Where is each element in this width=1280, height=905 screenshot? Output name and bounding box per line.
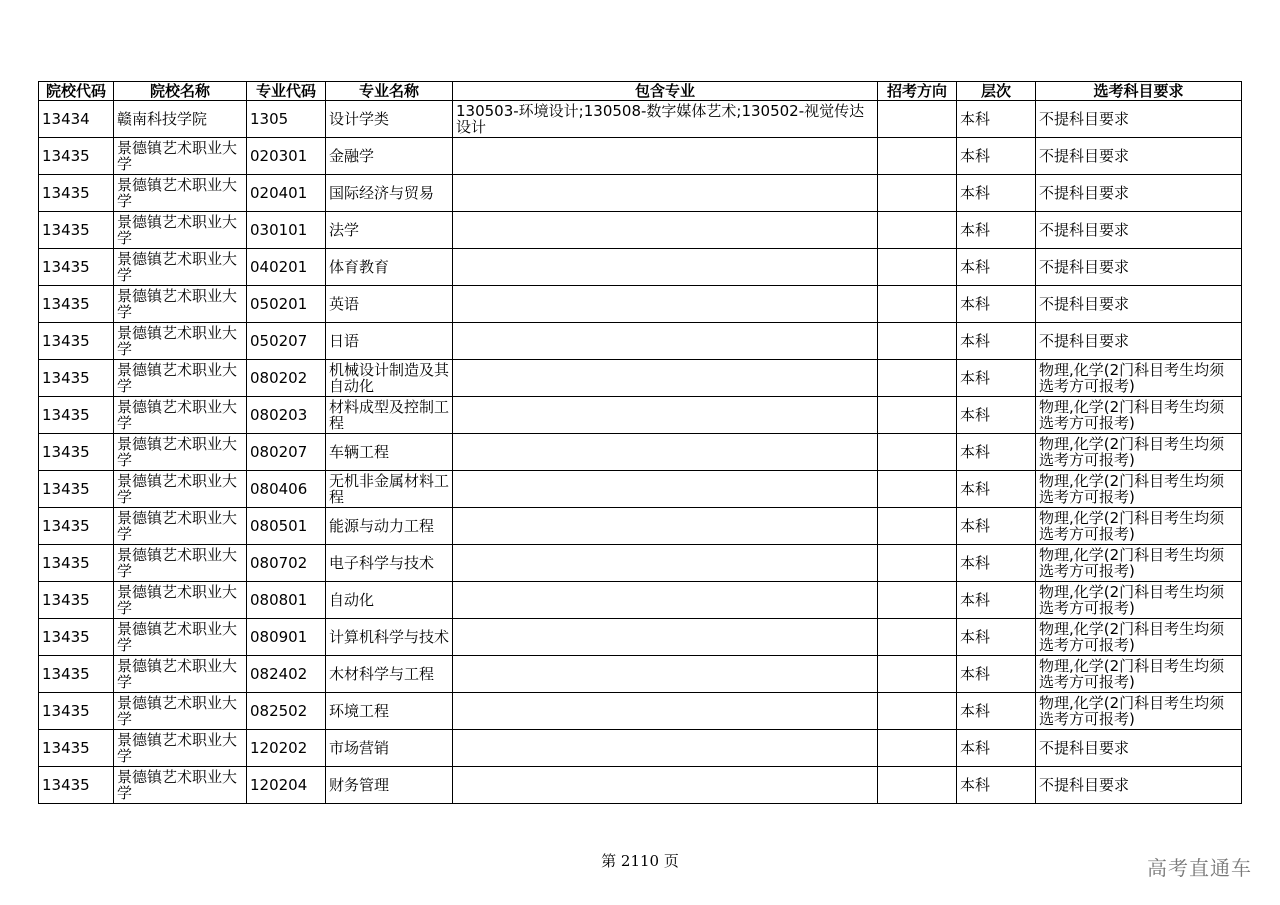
cell-direction (878, 730, 957, 767)
cell-major-name: 金融学 (326, 138, 453, 175)
cell-school-code: 13435 (39, 619, 114, 656)
cell-subject-requirement: 不提科目要求 (1036, 323, 1242, 360)
cell-direction (878, 508, 957, 545)
cell-major-code: 020301 (247, 138, 326, 175)
cell-major-name: 财务管理 (326, 767, 453, 804)
table-row (39, 545, 1242, 582)
table-row (39, 730, 1242, 767)
cell-included-majors (453, 212, 878, 249)
cell-school-code: 13435 (39, 434, 114, 471)
cell-level: 本科 (957, 767, 1036, 804)
cell-direction (878, 619, 957, 656)
cell-subject-requirement: 物理,化学(2门科目考生均须选考方可报考) (1036, 656, 1242, 693)
cell-level: 本科 (957, 619, 1036, 656)
cell-major-code: 082402 (247, 656, 326, 693)
cell-major-code: 040201 (247, 249, 326, 286)
cell-direction (878, 212, 957, 249)
cell-major-name: 车辆工程 (326, 434, 453, 471)
cell-included-majors (453, 323, 878, 360)
cell-level: 本科 (957, 360, 1036, 397)
cell-level: 本科 (957, 323, 1036, 360)
cell-major-code: 080702 (247, 545, 326, 582)
table-row (39, 471, 1242, 508)
cell-subject-requirement: 不提科目要求 (1036, 767, 1242, 804)
cell-major-code: 080207 (247, 434, 326, 471)
cell-included-majors (453, 175, 878, 212)
cell-major-name: 环境工程 (326, 693, 453, 730)
cell-school-name: 赣南科技学院 (114, 101, 247, 138)
cell-level: 本科 (957, 286, 1036, 323)
cell-subject-requirement: 物理,化学(2门科目考生均须选考方可报考) (1036, 693, 1242, 730)
cell-major-code: 080202 (247, 360, 326, 397)
cell-direction (878, 471, 957, 508)
cell-major-code: 080406 (247, 471, 326, 508)
cell-subject-requirement: 物理,化学(2门科目考生均须选考方可报考) (1036, 619, 1242, 656)
cell-school-name: 景德镇艺术职业大学 (114, 471, 247, 508)
cell-school-name: 景德镇艺术职业大学 (114, 249, 247, 286)
table-row (39, 619, 1242, 656)
cell-major-name: 计算机科学与技术 (326, 619, 453, 656)
cell-direction (878, 360, 957, 397)
cell-major-name: 体育教育 (326, 249, 453, 286)
cell-level: 本科 (957, 730, 1036, 767)
cell-school-name: 景德镇艺术职业大学 (114, 212, 247, 249)
cell-included-majors: 130503-环境设计;130508-数字媒体艺术;130502-视觉传达设计 (453, 101, 878, 138)
cell-level: 本科 (957, 249, 1036, 286)
cell-major-name: 机械设计制造及其自动化 (326, 360, 453, 397)
cell-level: 本科 (957, 471, 1036, 508)
cell-included-majors (453, 471, 878, 508)
cell-direction (878, 101, 957, 138)
table-row (39, 656, 1242, 693)
header-subject-requirement: 选考科目要求 (1036, 82, 1242, 101)
cell-major-name: 国际经济与贸易 (326, 175, 453, 212)
table-body (39, 101, 1242, 804)
cell-school-code: 13435 (39, 360, 114, 397)
cell-level: 本科 (957, 434, 1036, 471)
cell-school-name: 景德镇艺术职业大学 (114, 323, 247, 360)
cell-major-name: 能源与动力工程 (326, 508, 453, 545)
cell-school-name: 景德镇艺术职业大学 (114, 138, 247, 175)
cell-level: 本科 (957, 101, 1036, 138)
cell-major-name: 木材科学与工程 (326, 656, 453, 693)
cell-school-name: 景德镇艺术职业大学 (114, 286, 247, 323)
header-major-name: 专业名称 (326, 82, 453, 101)
cell-included-majors (453, 619, 878, 656)
header-direction: 招考方向 (878, 82, 957, 101)
cell-major-name: 电子科学与技术 (326, 545, 453, 582)
table-row (39, 582, 1242, 619)
cell-subject-requirement: 物理,化学(2门科目考生均须选考方可报考) (1036, 508, 1242, 545)
cell-subject-requirement: 不提科目要求 (1036, 249, 1242, 286)
table-row (39, 101, 1242, 138)
cell-included-majors (453, 656, 878, 693)
cell-major-code: 080801 (247, 582, 326, 619)
table-row (39, 249, 1242, 286)
cell-level: 本科 (957, 582, 1036, 619)
table-row (39, 212, 1242, 249)
cell-direction (878, 656, 957, 693)
page-number: 第 2110 页 (601, 852, 679, 870)
cell-subject-requirement: 不提科目要求 (1036, 138, 1242, 175)
cell-subject-requirement: 不提科目要求 (1036, 101, 1242, 138)
header-major-code: 专业代码 (247, 82, 326, 101)
cell-major-code: 082502 (247, 693, 326, 730)
cell-included-majors (453, 545, 878, 582)
cell-included-majors (453, 360, 878, 397)
cell-subject-requirement: 物理,化学(2门科目考生均须选考方可报考) (1036, 434, 1242, 471)
cell-school-code: 13435 (39, 212, 114, 249)
cell-major-name: 材料成型及控制工程 (326, 397, 453, 434)
cell-school-name: 景德镇艺术职业大学 (114, 434, 247, 471)
cell-subject-requirement: 物理,化学(2门科目考生均须选考方可报考) (1036, 471, 1242, 508)
cell-school-name: 景德镇艺术职业大学 (114, 656, 247, 693)
cell-school-code: 13435 (39, 175, 114, 212)
cell-major-code: 120204 (247, 767, 326, 804)
cell-major-code: 120202 (247, 730, 326, 767)
table-row (39, 175, 1242, 212)
cell-school-name: 景德镇艺术职业大学 (114, 767, 247, 804)
cell-school-name: 景德镇艺术职业大学 (114, 508, 247, 545)
cell-school-code: 13435 (39, 545, 114, 582)
cell-level: 本科 (957, 545, 1036, 582)
cell-school-name: 景德镇艺术职业大学 (114, 397, 247, 434)
cell-major-name: 英语 (326, 286, 453, 323)
table-row (39, 693, 1242, 730)
cell-major-name: 设计学类 (326, 101, 453, 138)
cell-subject-requirement: 物理,化学(2门科目考生均须选考方可报考) (1036, 360, 1242, 397)
table-row (39, 767, 1242, 804)
cell-major-name: 法学 (326, 212, 453, 249)
cell-major-name: 无机非金属材料工程 (326, 471, 453, 508)
cell-included-majors (453, 434, 878, 471)
table-row (39, 323, 1242, 360)
admission-table (38, 81, 1242, 804)
cell-direction (878, 545, 957, 582)
cell-direction (878, 323, 957, 360)
cell-major-name: 日语 (326, 323, 453, 360)
table-row (39, 360, 1242, 397)
cell-school-code: 13435 (39, 397, 114, 434)
cell-major-code: 050207 (247, 323, 326, 360)
cell-level: 本科 (957, 175, 1036, 212)
cell-school-name: 景德镇艺术职业大学 (114, 619, 247, 656)
cell-level: 本科 (957, 693, 1036, 730)
cell-included-majors (453, 582, 878, 619)
cell-direction (878, 434, 957, 471)
watermark: 高考直通车 (1147, 856, 1252, 880)
cell-subject-requirement: 不提科目要求 (1036, 286, 1242, 323)
cell-subject-requirement: 物理,化学(2门科目考生均须选考方可报考) (1036, 397, 1242, 434)
cell-subject-requirement: 物理,化学(2门科目考生均须选考方可报考) (1036, 582, 1242, 619)
cell-school-code: 13435 (39, 323, 114, 360)
cell-included-majors (453, 693, 878, 730)
cell-direction (878, 138, 957, 175)
cell-school-code: 13435 (39, 582, 114, 619)
cell-school-name: 景德镇艺术职业大学 (114, 545, 247, 582)
table-header-row (39, 82, 1242, 101)
cell-direction (878, 175, 957, 212)
cell-major-code: 020401 (247, 175, 326, 212)
header-school-code: 院校代码 (39, 82, 114, 101)
cell-school-code: 13435 (39, 286, 114, 323)
cell-major-code: 030101 (247, 212, 326, 249)
cell-subject-requirement: 不提科目要求 (1036, 212, 1242, 249)
cell-school-name: 景德镇艺术职业大学 (114, 175, 247, 212)
cell-direction (878, 582, 957, 619)
cell-major-code: 080203 (247, 397, 326, 434)
cell-included-majors (453, 397, 878, 434)
cell-level: 本科 (957, 508, 1036, 545)
cell-school-name: 景德镇艺术职业大学 (114, 360, 247, 397)
cell-school-code: 13435 (39, 693, 114, 730)
cell-major-name: 自动化 (326, 582, 453, 619)
cell-direction (878, 767, 957, 804)
cell-level: 本科 (957, 138, 1036, 175)
cell-school-code: 13435 (39, 508, 114, 545)
header-level: 层次 (957, 82, 1036, 101)
cell-included-majors (453, 138, 878, 175)
cell-major-code: 050201 (247, 286, 326, 323)
table-row (39, 138, 1242, 175)
cell-level: 本科 (957, 656, 1036, 693)
cell-school-name: 景德镇艺术职业大学 (114, 730, 247, 767)
cell-school-code: 13435 (39, 656, 114, 693)
cell-included-majors (453, 730, 878, 767)
cell-included-majors (453, 286, 878, 323)
cell-school-code: 13435 (39, 138, 114, 175)
cell-major-code: 1305 (247, 101, 326, 138)
cell-school-code: 13434 (39, 101, 114, 138)
cell-major-code: 080901 (247, 619, 326, 656)
table-row (39, 434, 1242, 471)
cell-level: 本科 (957, 212, 1036, 249)
cell-school-name: 景德镇艺术职业大学 (114, 582, 247, 619)
cell-subject-requirement: 不提科目要求 (1036, 730, 1242, 767)
cell-level: 本科 (957, 397, 1036, 434)
cell-included-majors (453, 508, 878, 545)
table-row (39, 397, 1242, 434)
cell-direction (878, 693, 957, 730)
cell-school-code: 13435 (39, 767, 114, 804)
cell-included-majors (453, 249, 878, 286)
table-row (39, 286, 1242, 323)
table-row (39, 508, 1242, 545)
cell-major-code: 080501 (247, 508, 326, 545)
cell-direction (878, 286, 957, 323)
cell-direction (878, 397, 957, 434)
cell-subject-requirement: 物理,化学(2门科目考生均须选考方可报考) (1036, 545, 1242, 582)
cell-school-code: 13435 (39, 249, 114, 286)
cell-subject-requirement: 不提科目要求 (1036, 175, 1242, 212)
cell-school-code: 13435 (39, 471, 114, 508)
cell-included-majors (453, 767, 878, 804)
header-school-name: 院校名称 (114, 82, 247, 101)
header-included-majors: 包含专业 (453, 82, 878, 101)
cell-school-code: 13435 (39, 730, 114, 767)
cell-school-name: 景德镇艺术职业大学 (114, 693, 247, 730)
cell-major-name: 市场营销 (326, 730, 453, 767)
cell-direction (878, 249, 957, 286)
